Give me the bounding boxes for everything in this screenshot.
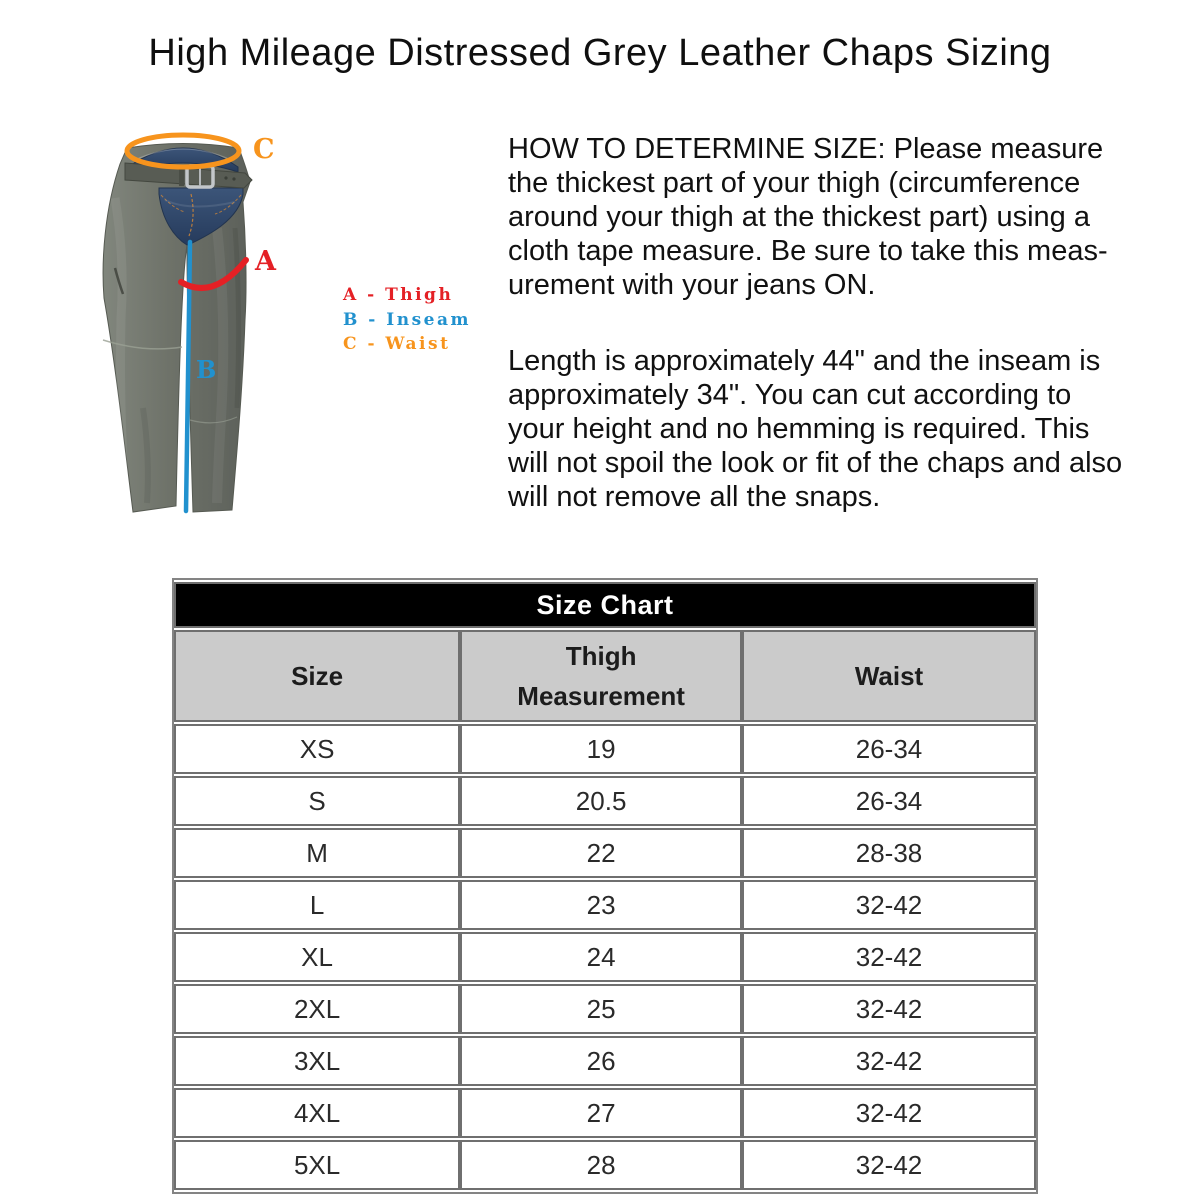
size-row-4xl bbox=[174, 1088, 1036, 1138]
text-line: urement with your jeans ON. bbox=[508, 269, 876, 301]
thigh-cell: 23 bbox=[460, 880, 742, 930]
waist-column-header: Waist bbox=[742, 630, 1036, 722]
thigh-cell: 28 bbox=[460, 1140, 742, 1190]
size-cell: 2XL bbox=[174, 984, 460, 1034]
size-cell: XL bbox=[174, 932, 460, 982]
size-cell: L bbox=[174, 880, 460, 930]
thigh-column-header bbox=[460, 630, 742, 722]
thigh-header-line1: Thigh bbox=[565, 641, 637, 671]
thigh-cell: 27 bbox=[460, 1088, 742, 1138]
how-to-measure-paragraph bbox=[508, 132, 1168, 302]
size-cell: 5XL bbox=[174, 1140, 460, 1190]
text-line: will not spoil the look or fit of the chaps and also bbox=[508, 447, 1123, 479]
size-row-2xl bbox=[174, 984, 1036, 1034]
length-info-paragraph bbox=[508, 344, 1168, 514]
waist-cell: 28-38 bbox=[742, 828, 1036, 878]
size-chart-title-row bbox=[174, 582, 1036, 628]
size-row-xs bbox=[174, 724, 1036, 774]
text-line: Length is approximately 44" and the inseam is bbox=[508, 345, 1101, 377]
text-line: your height and no hemming is required. This bbox=[508, 413, 1090, 445]
thigh-cell: 26 bbox=[460, 1036, 742, 1086]
chaps-illustration bbox=[95, 108, 355, 538]
size-chart-table bbox=[172, 578, 1038, 1194]
waist-cell: 32-42 bbox=[742, 1140, 1036, 1190]
text-line: HOW TO DETERMINE SIZE: Please measure bbox=[508, 133, 1104, 165]
text-line: the thickest part of your thigh (circumference bbox=[508, 167, 1081, 199]
size-row-m bbox=[174, 828, 1036, 878]
thigh-cell: 20.5 bbox=[460, 776, 742, 826]
thigh-cell: 22 bbox=[460, 828, 742, 878]
waist-cell: 32-42 bbox=[742, 932, 1036, 982]
waist-cell: 32-42 bbox=[742, 1036, 1036, 1086]
thigh-cell: 24 bbox=[460, 932, 742, 982]
text-line: around your thigh at the thickest part) using a bbox=[508, 201, 1090, 233]
text-line: cloth tape measure. Be sure to take this meas- bbox=[508, 235, 1108, 267]
thigh-marker-label: A bbox=[255, 246, 276, 277]
thigh-cell: 25 bbox=[460, 984, 742, 1034]
waist-cell: 32-42 bbox=[742, 1088, 1036, 1138]
thigh-header-line2: Measurement bbox=[517, 681, 685, 711]
chaps-figure bbox=[95, 108, 355, 538]
size-cell: 4XL bbox=[174, 1088, 460, 1138]
waist-cell: 26-34 bbox=[742, 776, 1036, 826]
legend-inseam: B - Inseam bbox=[343, 309, 471, 330]
page-title: High Mileage Distressed Grey Leather Chaps Sizing bbox=[148, 32, 1052, 74]
size-chart-section bbox=[172, 578, 1034, 1194]
text-line: will not remove all the snaps. bbox=[508, 481, 881, 513]
text-line: approximately 34". You can cut according to bbox=[508, 379, 1072, 411]
size-column-header: Size bbox=[174, 630, 460, 722]
waist-cell: 32-42 bbox=[742, 880, 1036, 930]
size-cell: 3XL bbox=[174, 1036, 460, 1086]
column-header-row bbox=[174, 630, 1036, 722]
waist-cell: 32-42 bbox=[742, 984, 1036, 1034]
size-row-5xl bbox=[174, 1140, 1036, 1190]
waist-cell: 26-34 bbox=[742, 724, 1036, 774]
size-row-xl bbox=[174, 932, 1036, 982]
size-cell: XS bbox=[174, 724, 460, 774]
size-cell: M bbox=[174, 828, 460, 878]
size-row-s bbox=[174, 776, 1036, 826]
waist-marker-label: C bbox=[253, 134, 275, 165]
inseam-marker-label: B bbox=[196, 355, 217, 384]
size-row-l bbox=[174, 880, 1036, 930]
thigh-cell: 19 bbox=[460, 724, 742, 774]
legend-thigh: A - Thigh bbox=[343, 285, 454, 305]
legend-waist: C - Waist bbox=[343, 334, 451, 354]
measurement-legend bbox=[343, 283, 471, 357]
size-row-3xl bbox=[174, 1036, 1036, 1086]
size-cell: S bbox=[174, 776, 460, 826]
size-chart-title: Size Chart bbox=[174, 582, 1036, 628]
